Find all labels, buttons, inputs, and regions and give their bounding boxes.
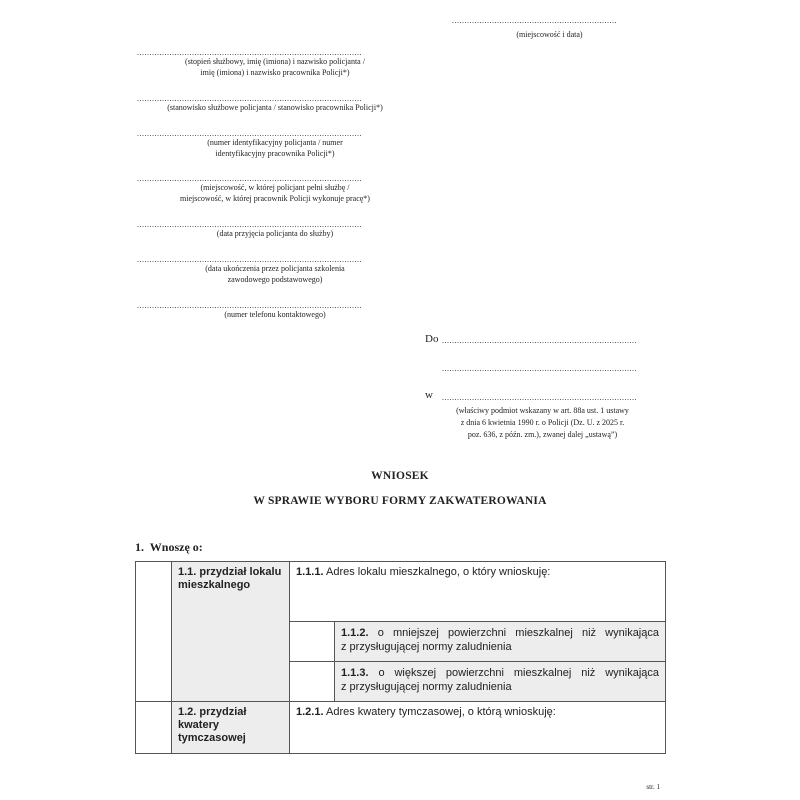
checkbox-cell-1-1-3[interactable] [290, 662, 335, 702]
section-1-heading: 1. Wnoszę o: [135, 540, 203, 554]
addressee-do-dots[interactable]: .............................................................................. [442, 336, 637, 345]
addressee-caption: (właściwy podmiot wskazany w art. 88a ust. 1 ustawy z dnia 6 kwietnia 1990 r. o Policji (Dz. U. z 2025 r. poz. 636, z późn. zm.), zwanej dalej „ustawą”) [456, 406, 629, 439]
field-phone-caption: (numer telefonu kontaktowego) [224, 310, 326, 319]
item-1-1-1-text: Adres lokalu mieszkalnego, o który wnioskuję: [325, 566, 551, 578]
field-id-number-dots[interactable]: .......................................................................................... [137, 129, 362, 138]
field-admission-date-dots[interactable]: .......................................................................................... [137, 220, 362, 229]
place-date-dots[interactable]: .................................................................. [452, 16, 617, 25]
page-number: str. 1 [646, 783, 660, 791]
item-1-1-1-number: 1.1.1. [296, 566, 324, 578]
field-phone-dots[interactable]: .......................................................................................... [137, 301, 362, 310]
field-position-dots[interactable]: .......................................................................................... [137, 94, 362, 103]
field-id-number [137, 129, 413, 159]
field-position-caption: (stanowisko służbowe policjanta / stanowisko pracownika Policji*) [167, 103, 383, 112]
item-1-1-1[interactable] [290, 562, 666, 622]
item-1-2-1-number: 1.2.1. [296, 706, 324, 718]
addressee-do-label: Do [425, 333, 439, 345]
field-id-number-caption: (numer identyfikacyjny policjanta / numer identyfikacyjny pracownika Policji*) [207, 138, 343, 158]
document-subtitle: W SPRAWIE WYBORU FORMY ZAKWATEROWANIA [253, 495, 547, 507]
row-1-2-label: 1.2. przydział kwatery tymczasowej [172, 702, 290, 754]
field-phone [137, 301, 413, 321]
field-training-date [137, 255, 413, 285]
checkbox-cell-1-1[interactable] [136, 562, 172, 702]
row-1-1-label: 1.1. przydział lokalu mieszkalnego [172, 562, 290, 702]
checkbox-cell-1-2[interactable] [136, 702, 172, 754]
field-name-dots[interactable]: .......................................................................................... [137, 48, 362, 57]
field-training-date-caption: (data ukończenia przez policjanta szkolenia zawodowego podstawowego) [205, 264, 345, 284]
item-1-1-3 [335, 662, 666, 702]
item-1-1-3-line1: 1.1.3. o większej powierzchni mieszkalnej niż wynikająca [341, 667, 659, 679]
checkbox-cell-1-1-2[interactable] [290, 622, 335, 662]
item-1-1-2-line1: 1.1.2. o mniejszej powierzchni mieszkalnej niż wynikająca [341, 627, 659, 639]
field-training-date-dots[interactable]: .......................................................................................... [137, 255, 362, 264]
place-date-caption: (miejscowość i data) [516, 30, 583, 39]
document-title: WNIOSEK [371, 470, 429, 482]
item-1-1-3-line2: z przysługującej normy zaludnienia [341, 681, 512, 693]
field-service-place [137, 174, 413, 204]
field-service-place-caption: (miejscowość, w której policjant pełni służbę / miejscowość, w której pracownik Policji wykonuje pracę*) [180, 183, 370, 203]
item-1-1-2-line2: z przysługującej normy zaludnienia [341, 641, 512, 653]
item-1-1-2 [335, 622, 666, 662]
field-admission-date [137, 220, 413, 240]
accommodation-choice-table [135, 561, 666, 754]
item-1-2-1-text: Adres kwatery tymczasowej, o którą wnioskuję: [325, 706, 556, 718]
addressee-w-dots[interactable]: .............................................................................. [442, 393, 637, 402]
addressee-second-dots[interactable]: .............................................................................. [442, 364, 637, 373]
field-admission-date-caption: (data przyjęcia policjanta do służby) [216, 229, 334, 238]
field-name [137, 48, 413, 78]
addressee-w-label: w [425, 389, 433, 401]
item-1-2-1[interactable] [290, 702, 666, 754]
field-position [137, 94, 413, 114]
field-name-caption: (stopień służbowy, imię (imiona) i nazwisko policjanta / imię (imiona) i nazwisko pracownika Policji*) [185, 57, 365, 77]
field-service-place-dots[interactable]: .......................................................................................... [137, 174, 362, 183]
